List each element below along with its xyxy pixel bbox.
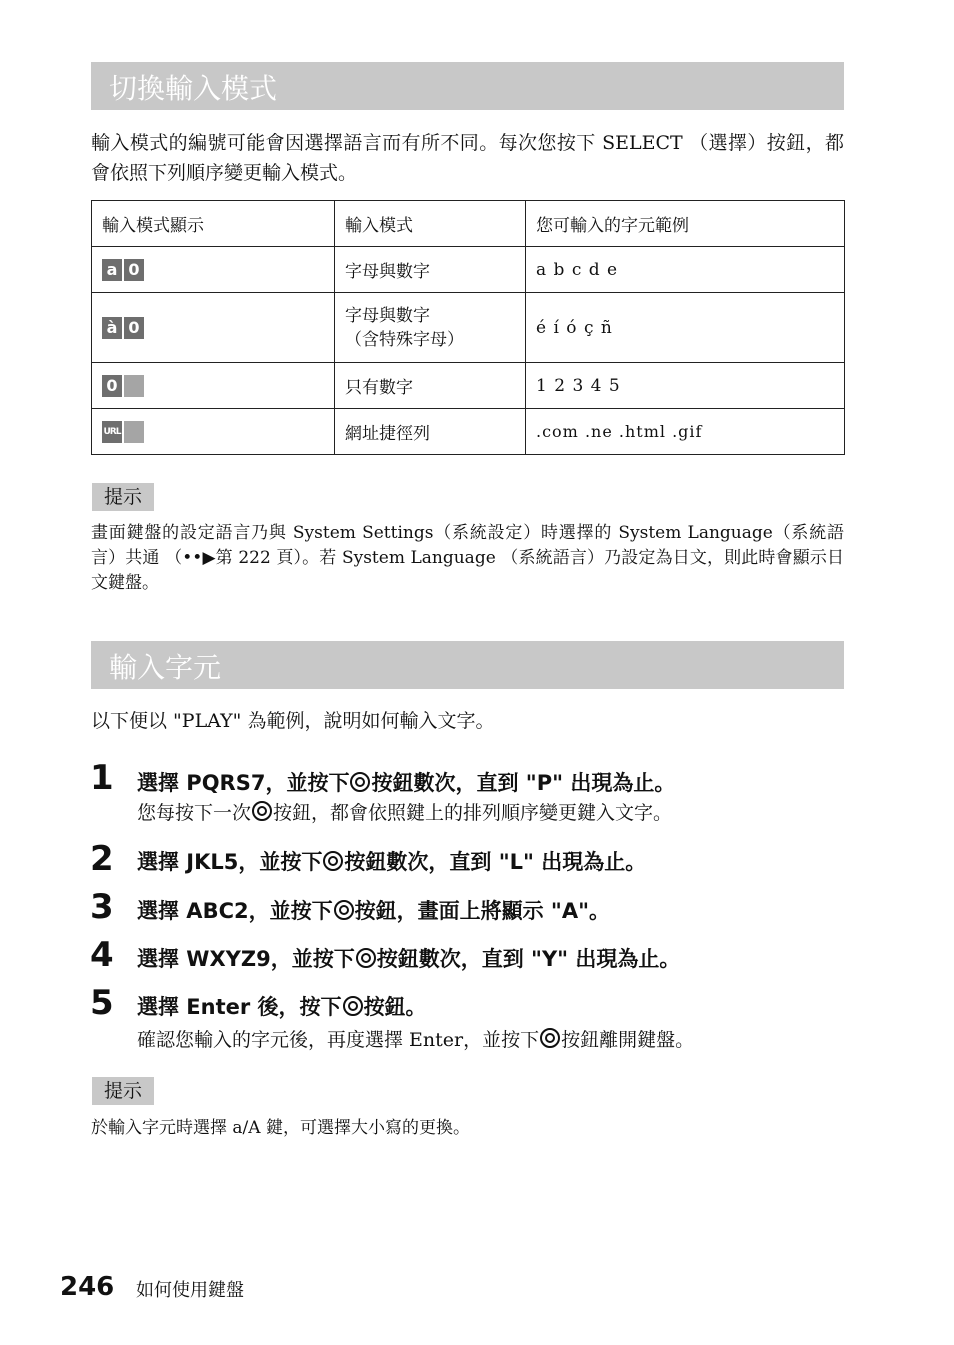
step-text-part: 選擇 JKL5，並按下: [137, 850, 323, 874]
table-row: [92, 293, 845, 363]
footer-label: 如何使用鍵盤: [136, 1280, 244, 1301]
intro-paragraph-2: 以下便以 "PLAY" 為範例，說明如何輸入文字。: [91, 710, 495, 732]
icon-digit: 0: [102, 375, 122, 397]
circle-button-icon: [334, 900, 354, 920]
step-detail-part: 確認您輸入的字元後，再度選擇 Enter，並按下: [137, 1029, 540, 1051]
icon-digit: 0: [124, 259, 144, 281]
step-text-part: 按鈕數次，直到 "P" 出現為止。: [371, 771, 676, 795]
mode-icon-cell: [92, 363, 335, 409]
mode-name-cell: [335, 293, 526, 363]
mode-name: 字母與數字: [335, 247, 526, 293]
icon-blank: [124, 375, 144, 397]
step-number: 4: [90, 935, 114, 975]
mode-icon-cell: [92, 247, 335, 293]
numeric-mode-icon: [102, 375, 144, 397]
step-text-part: 按鈕數次，直到 "Y" 出現為止。: [376, 947, 681, 971]
icon-letter: a: [102, 259, 122, 281]
step-detail-part: 按鈕離開鍵盤。: [561, 1029, 695, 1051]
section-title: 切換輸入模式: [109, 72, 278, 105]
step-text-part: 選擇 WXYZ9，並按下: [137, 947, 355, 971]
table-row: [92, 247, 845, 293]
mode-example: é í ó ç ñ: [526, 293, 845, 363]
circle-button-icon: [323, 851, 343, 871]
step-instruction: [137, 896, 610, 926]
mode-icon-cell: [92, 293, 335, 363]
step-instruction: [137, 944, 680, 974]
mode-name: 字母與數字: [345, 305, 430, 326]
mode-name: 只有數字: [335, 363, 526, 409]
circle-button-icon: [350, 772, 370, 792]
step-number: 2: [90, 839, 114, 879]
circle-button-icon: [356, 948, 376, 968]
table-header-row: [92, 201, 845, 247]
table-header: 輸入模式顯示: [92, 201, 335, 247]
step-text-part: 選擇 Enter 後，按下: [137, 995, 342, 1019]
page-number: 246: [60, 1272, 115, 1302]
icon-letter: à: [102, 317, 122, 339]
mode-example: .com .ne .html .gif: [526, 409, 845, 455]
table-header: 輸入模式: [335, 201, 526, 247]
step-number: 5: [90, 983, 114, 1023]
step-text-part: 按鈕數次，直到 "L" 出現為止。: [344, 850, 647, 874]
special-alpha-mode-icon: [102, 317, 144, 339]
mode-name: 網址捷徑列: [335, 409, 526, 455]
hint-label-1: 提示: [92, 483, 154, 511]
step-number: 3: [90, 887, 114, 927]
icon-url: URL: [102, 421, 122, 443]
step-instruction: [137, 992, 427, 1022]
mode-example: 1 2 3 4 5: [526, 363, 845, 409]
step-text-part: 選擇 ABC2，並按下: [137, 899, 333, 923]
table-row: [92, 409, 845, 455]
intro-paragraph-1: 輸入模式的編號可能會因選擇語言而有所不同。每次您按下 SELECT （選擇）按鈕，都會依照下列順序變更輸入模式。: [91, 132, 844, 184]
alpha-numeric-mode-icon: [102, 259, 144, 281]
url-mode-icon: [102, 421, 144, 443]
step-detail: [137, 1025, 694, 1055]
mode-example: a b c d e: [526, 247, 845, 293]
icon-digit: 0: [124, 317, 144, 339]
hint-text-1: 畫面鍵盤的設定語言乃與 System Settings（系統設定）時選擇的 System Language（系統語言）共通 （••▶第 222 頁）。若 System Language （系統語言）乃設定為日文，則此時會顯示日文鍵盤。: [91, 523, 844, 593]
step-instruction: [137, 847, 646, 877]
step-text-part: 選擇 PQRS7，並按下: [137, 771, 350, 795]
step-detail-part: 按鈕，都會依照鍵上的排列順序變更鍵入文字。: [273, 802, 673, 824]
circle-button-icon: [540, 1028, 560, 1048]
input-mode-table: [91, 200, 845, 455]
circle-button-icon: [252, 801, 272, 821]
table-row: [92, 363, 845, 409]
hint-text-2: 於輸入字元時選擇 a/A 鍵，可選擇大小寫的更換。: [91, 1118, 470, 1138]
mode-icon-cell: [92, 409, 335, 455]
step-detail-part: 您每按下一次: [137, 802, 252, 824]
step-instruction: [137, 768, 675, 798]
section-title-bar-2: [91, 641, 844, 689]
step-text-part: 按鈕，畫面上將顯示 "A"。: [354, 899, 611, 923]
mode-name-note: （含特殊字母）: [345, 329, 464, 350]
hint-label-2: 提示: [92, 1077, 154, 1105]
table-header: 您可輸入的字元範例: [526, 201, 845, 247]
section-title-bar-1: [91, 62, 844, 110]
step-detail: [137, 798, 672, 828]
icon-blank: [124, 421, 144, 443]
circle-button-icon: [343, 996, 363, 1016]
section-title: 輸入字元: [109, 651, 222, 684]
step-text-part: 按鈕。: [363, 995, 427, 1019]
step-number: 1: [90, 758, 114, 798]
